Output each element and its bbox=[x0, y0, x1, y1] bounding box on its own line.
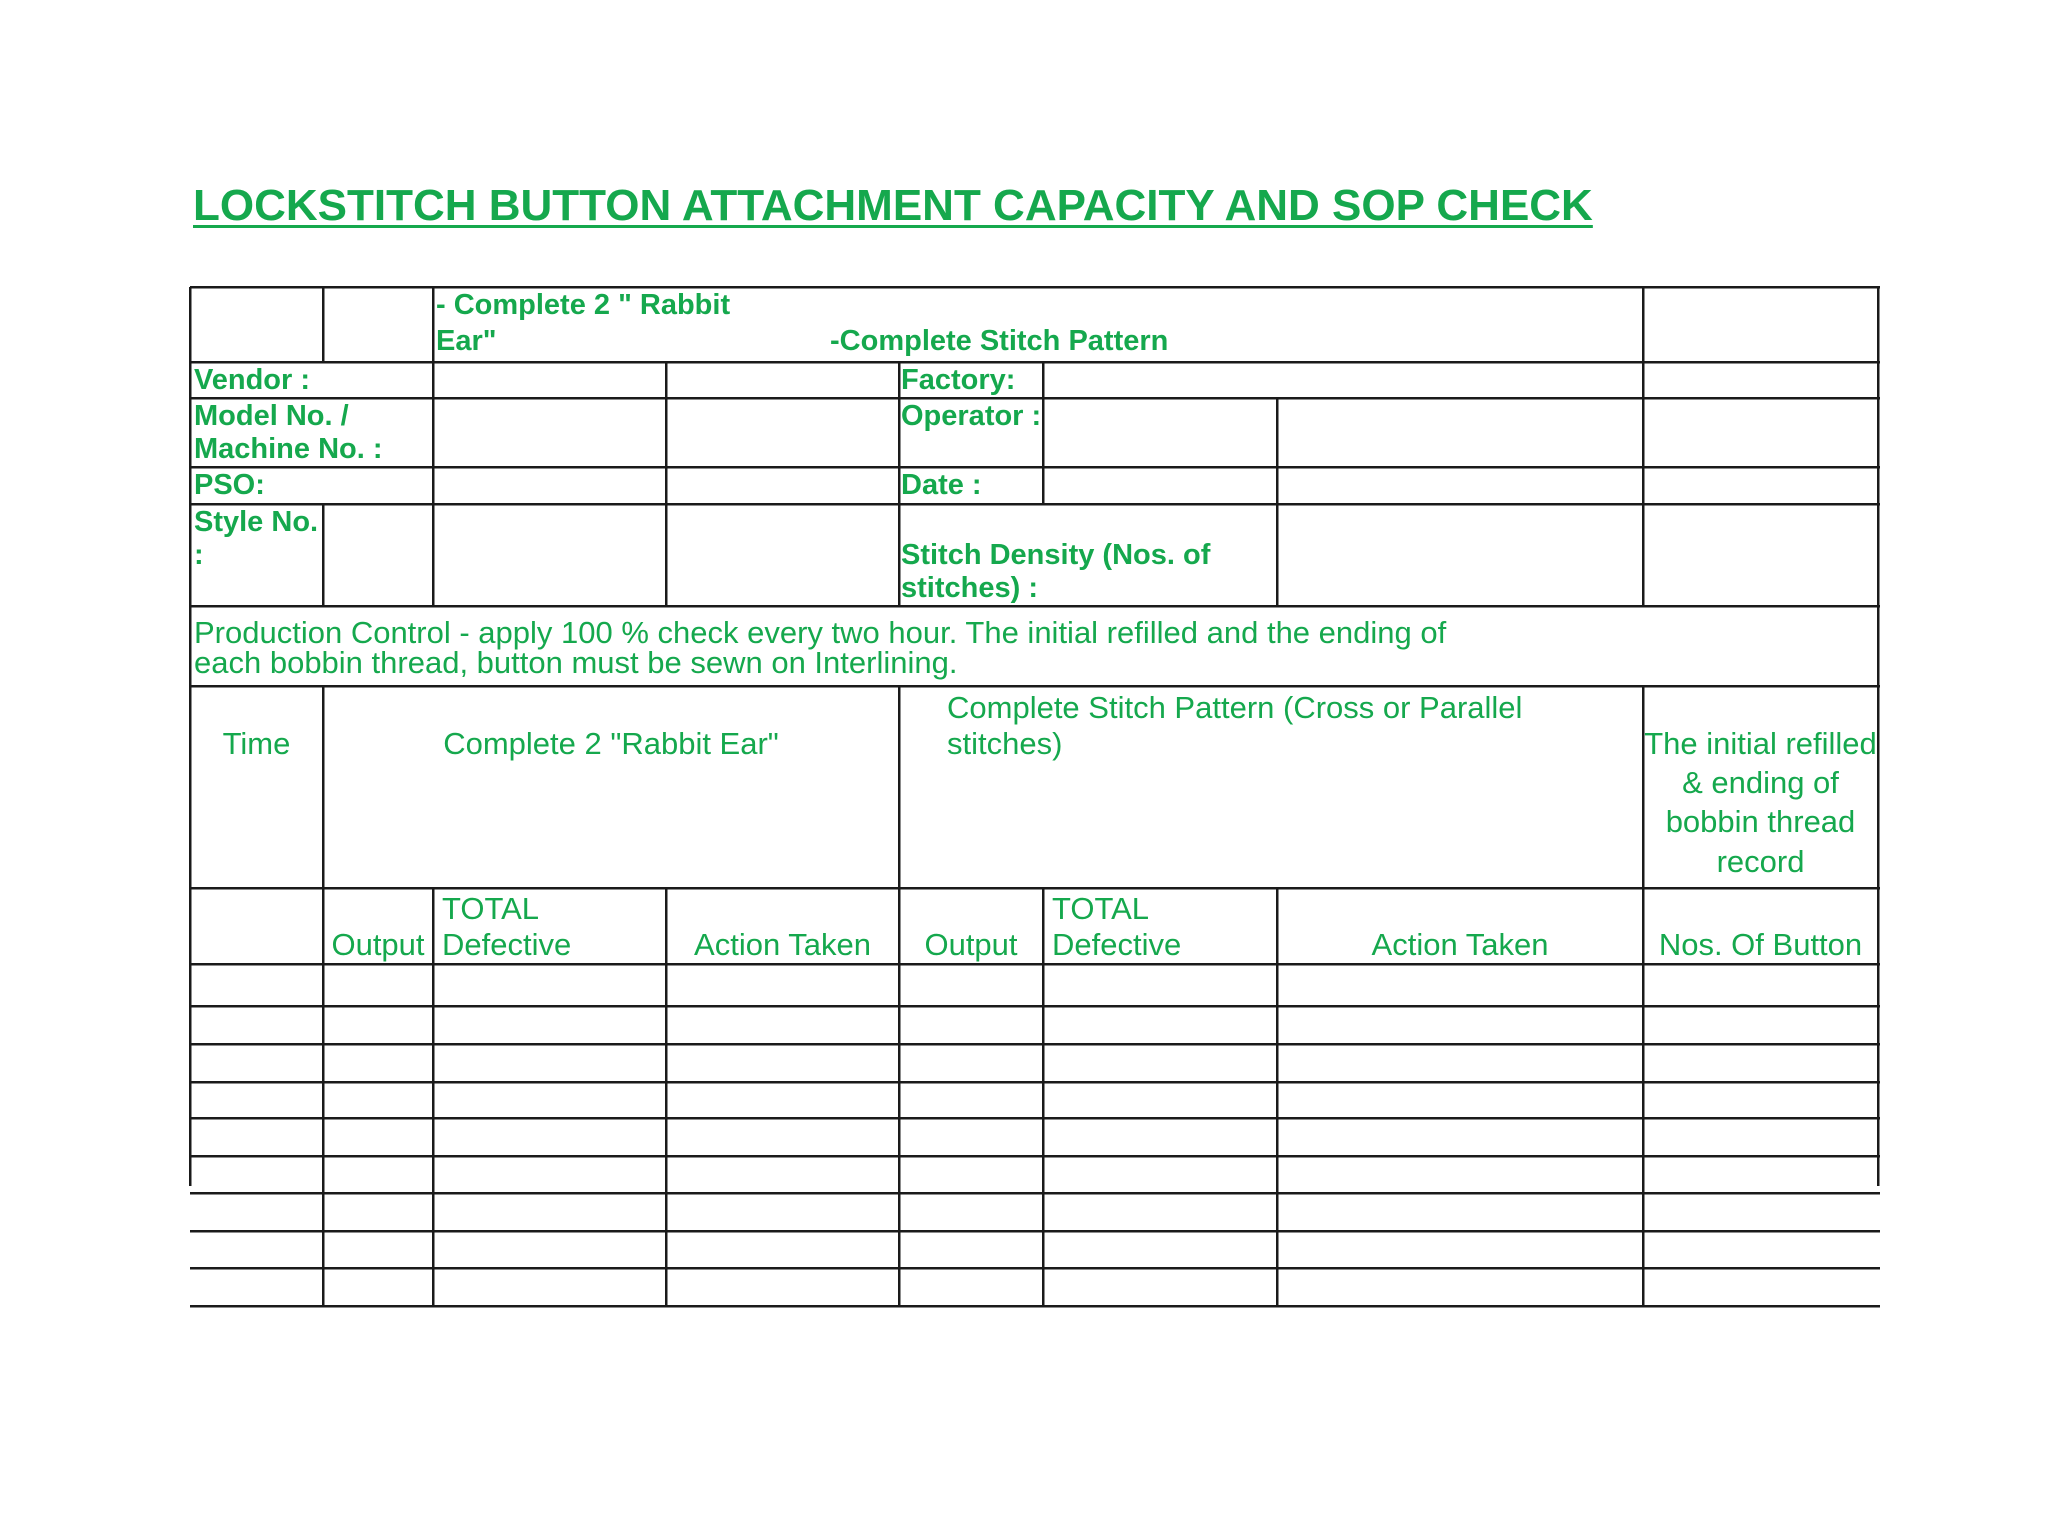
rabbit-ear-column-header: Complete 2 "Rabbit Ear" bbox=[443, 726, 779, 761]
bobbin-record-header-line1: The initial refilled bbox=[1644, 726, 1877, 761]
total-header-1: TOTAL bbox=[442, 891, 540, 926]
bobbin-record-header-line2: & ending of bbox=[1682, 765, 1839, 800]
output-header-1: Output bbox=[331, 927, 425, 962]
total-header-2: TOTAL bbox=[1052, 891, 1150, 926]
stitch-density-label-line1: Stitch Density (Nos. of bbox=[901, 539, 1211, 571]
page-title: LOCKSTITCH BUTTON ATTACHMENT CAPACITY AND SOP CHECK bbox=[193, 181, 1593, 230]
style-label-line2: : bbox=[194, 539, 204, 571]
rabbit-ear-header-line2: Ear" bbox=[436, 325, 497, 357]
style-label-line1: Style No. bbox=[194, 506, 319, 538]
nos-of-button-header: Nos. Of Button bbox=[1658, 927, 1863, 962]
factory-label: Factory: bbox=[901, 364, 1016, 396]
production-control-line1: Production Control - apply 100 % check every two hour. The initial refilled and the ending of bbox=[194, 615, 1447, 650]
pso-label: PSO: bbox=[194, 469, 265, 501]
defective-header-1: Defective bbox=[442, 927, 572, 962]
stitch-density-label-line2: stitches) : bbox=[901, 572, 1038, 604]
defective-header-2: Defective bbox=[1052, 927, 1182, 962]
date-label: Date : bbox=[901, 469, 982, 501]
time-header: Time bbox=[222, 726, 291, 761]
action-taken-header-2: Action Taken bbox=[1371, 927, 1549, 962]
bobbin-record-header-line4: record bbox=[1716, 844, 1805, 879]
model-label-line2: Machine No. : bbox=[194, 433, 383, 465]
model-label-line1: Model No. / bbox=[194, 400, 349, 432]
vendor-label: Vendor : bbox=[194, 364, 311, 396]
stitch-pattern-column-header-line1: Complete Stitch Pattern (Cross or Parallel bbox=[947, 690, 1523, 725]
stitch-pattern-column-header-line2: stitches) bbox=[947, 726, 1063, 761]
bobbin-record-header-line3: bobbin thread bbox=[1665, 804, 1856, 839]
action-taken-header-1: Action Taken bbox=[694, 927, 871, 962]
operator-label: Operator : bbox=[901, 400, 1042, 432]
production-control-line2: each bobbin thread, button must be sewn on Interlining. bbox=[194, 645, 958, 680]
output-header-2: Output bbox=[924, 927, 1018, 962]
stitch-pattern-header: -Complete Stitch Pattern bbox=[830, 325, 1169, 357]
rabbit-ear-header-line1: - Complete 2 " Rabbit bbox=[436, 289, 731, 321]
